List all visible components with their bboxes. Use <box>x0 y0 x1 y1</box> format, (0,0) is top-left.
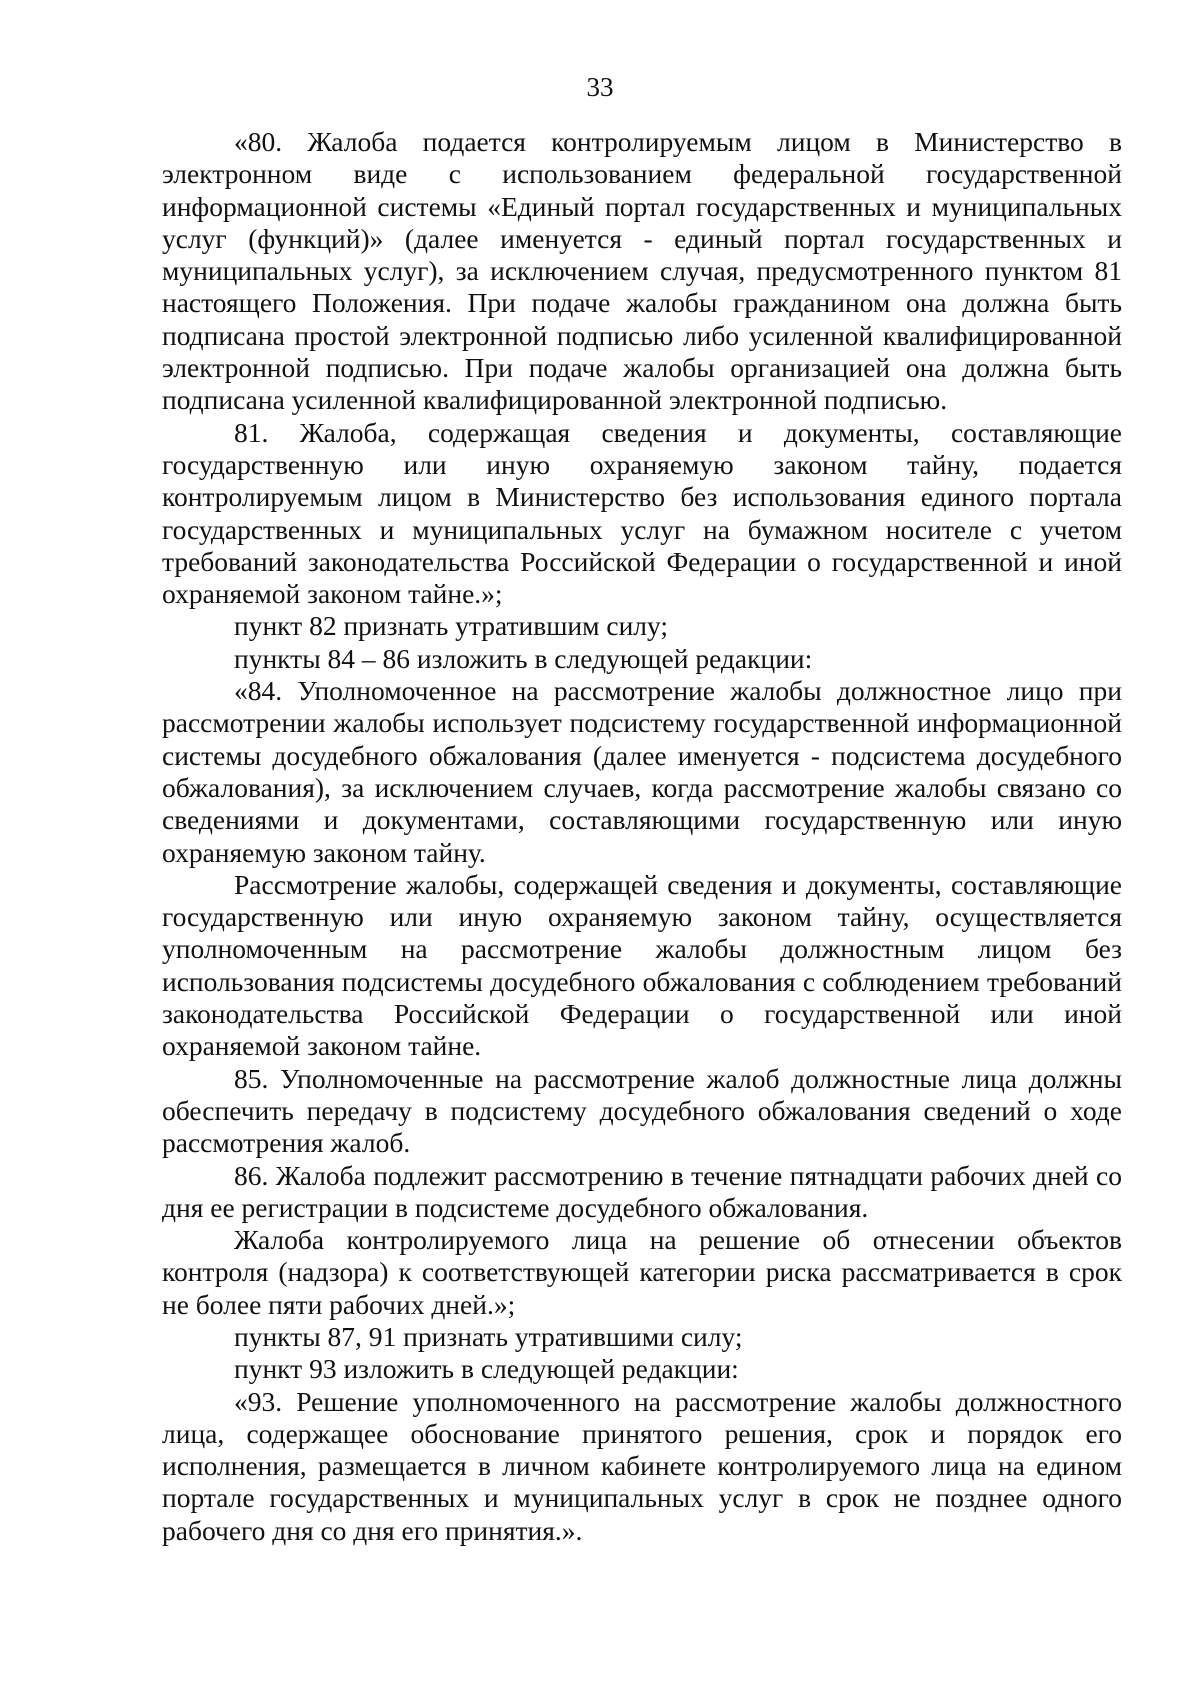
paragraph-86-part-2: Жалоба контролируемого лица на решение об отнесении объектов контроля (надзора) к соответствующей категории риска рассматривается в срок не более пяти рабочих дней.»; <box>162 1224 1122 1320</box>
amendment-points-87-91: пункты 87, 91 признать утратившими силу; <box>234 1320 743 1352</box>
amendment-point-93: пункт 93 изложить в следующей редакции: <box>234 1353 739 1385</box>
paragraph-80: «80. Жалоба подается контролируемым лицом в Министерство в электронном виде с использованием федеральной государственной информационной системы «Единый портал государственных и муниципальных услуг (функций)» (далее именуется - единый портал государственных и муниципальных услуг), за исключением случая, предусмотренного пунктом 81 настоящего Положения. При подаче жалобы гражданином она должна быть подписана простой электронной подписью либо усиленной квалифицированной электронной подписью. При подаче жалобы организацией она должна быть подписана усиленной квалифицированной электронной подписью. <box>162 126 1122 416</box>
paragraph-84-part-2: Рассмотрение жалобы, содержащей сведения и документы, составляющие государственную или иную охраняемую законом тайну, осуществляется уполномоченным на рассмотрение жалобы должностным лицом без использования подсистемы досудебного обжалования с соблюдением требований законодательства Российской Федерации о государственной или иной охраняемой законом тайне. <box>162 868 1122 1062</box>
page-number: 33 <box>586 72 614 102</box>
amendment-point-82: пункт 82 признать утратившим силу; <box>234 610 669 642</box>
paragraph-81: 81. Жалоба, содержащая сведения и документы, составляющие государственную или иную охраняемую законом тайну, подается контролируемым лицом в Министерство без использования единого портала государственных и муниципальных услуг на бумажном носителе с учетом требований законодательства Российской Федерации о государственной и иной охраняемой законом тайне.»; <box>162 416 1122 610</box>
paragraph-86: 86. Жалоба подлежит рассмотрению в течение пятнадцати рабочих дней со дня ее регистрации в подсистеме досудебного обжалования. <box>162 1159 1122 1223</box>
paragraph-85: 85. Уполномоченные на рассмотрение жалоб должностные лица должны обеспечить передачу в подсистему досудебного обжалования сведений о ходе рассмотрения жалоб. <box>162 1062 1122 1159</box>
document-body <box>162 126 1122 1547</box>
paragraph-84: «84. Уполномоченное на рассмотрение жалобы должностное лицо при рассмотрении жалобы использует подсистему государственной информационной системы досудебного обжалования (далее именуется - подсистема досудебного обжалования), за исключением случаев, когда рассмотрение жалобы связано со сведениями и документами, составляющими государственную или иную охраняемую законом тайну. <box>162 675 1122 868</box>
paragraph-93: «93. Решение уполномоченного на рассмотрение жалобы должностного лица, содержащее обоснование принятого решения, срок и порядок его исполнения, размещается в личном кабинете контролируемого лица на едином портале государственных и муниципальных услуг в срок не позднее одного рабочего дня со дня его принятия.». <box>162 1385 1122 1546</box>
amendment-points-84-86: пункты 84 – 86 изложить в следующей редакции: <box>234 642 813 674</box>
